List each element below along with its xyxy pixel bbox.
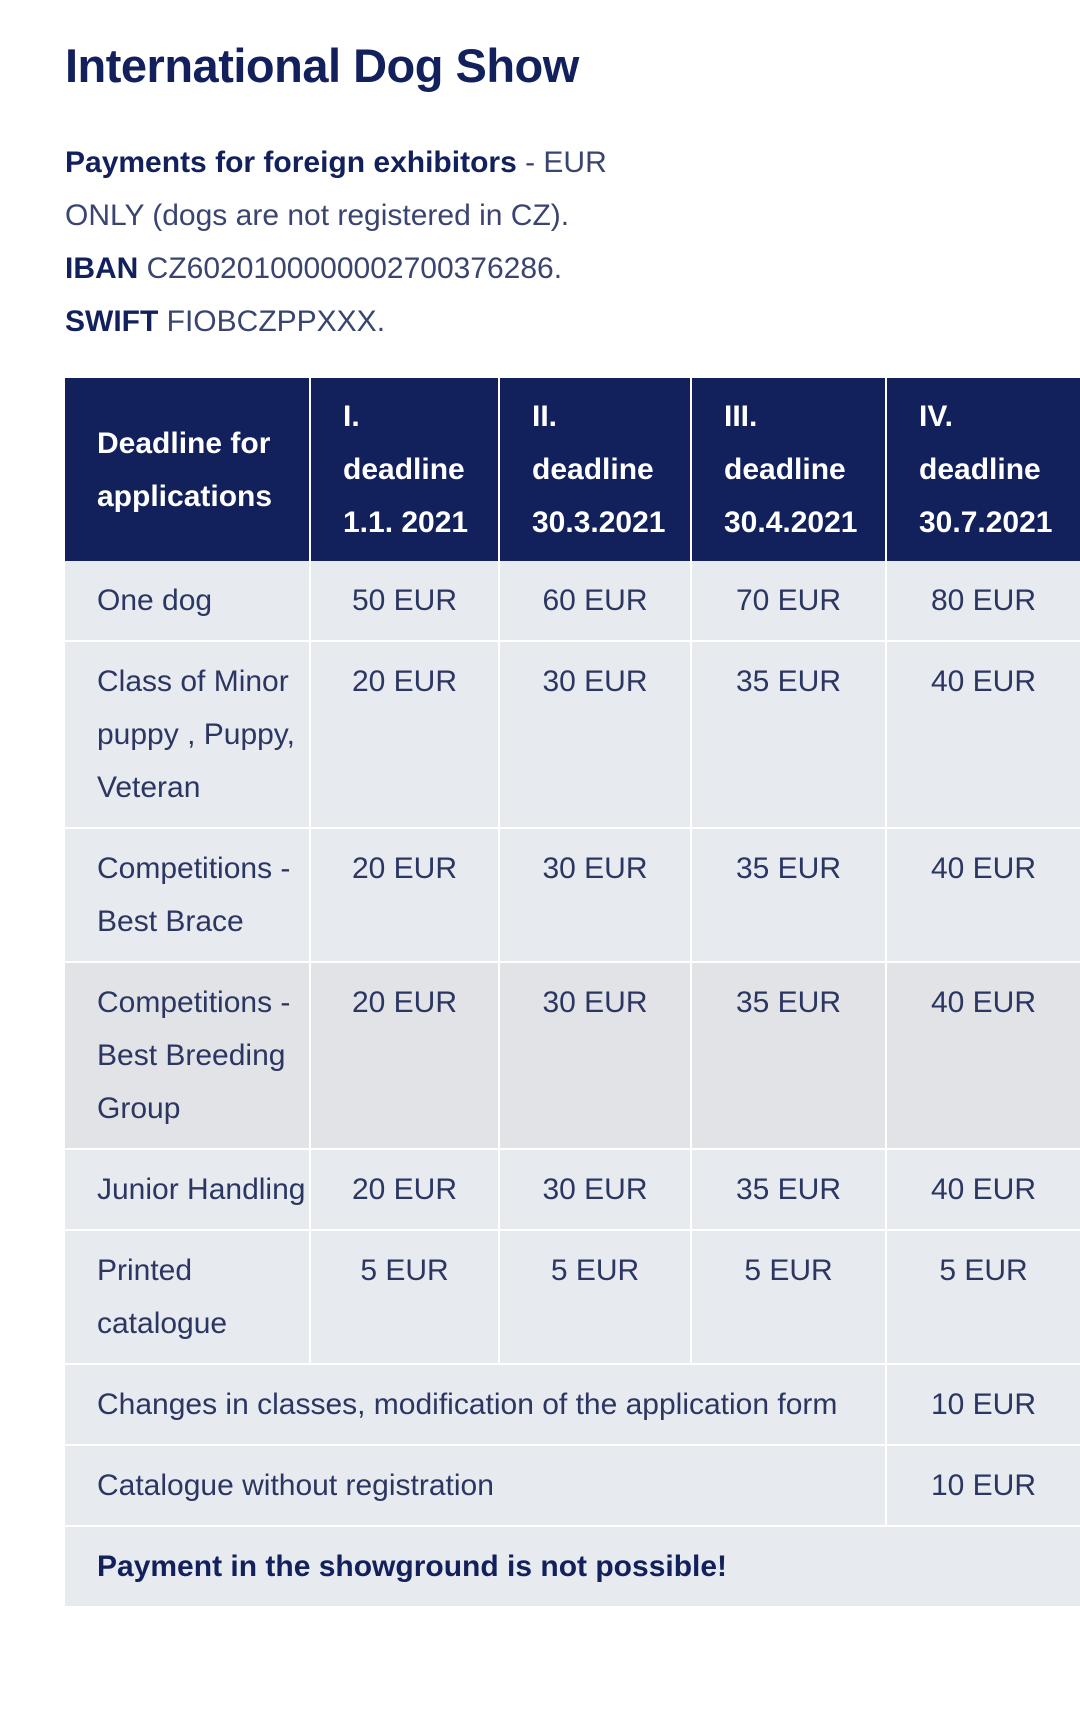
header-num: I. [343, 400, 360, 433]
header-word: deadline [919, 453, 1041, 486]
table-row [65, 641, 1080, 828]
header-date: 1.1. 2021 [343, 506, 469, 539]
table-row [65, 1230, 1080, 1364]
table-row [65, 1149, 1080, 1230]
row-label: Competitions - Best Brace [65, 828, 310, 962]
price-cell: 20 EUR [310, 828, 499, 962]
row-label: Catalogue without registration [65, 1445, 886, 1526]
header-num: III. [724, 400, 758, 433]
price-cell: 40 EUR [886, 641, 1080, 828]
price-cell: 5 EUR [691, 1230, 886, 1364]
table-row [65, 1445, 1080, 1526]
header-num: II. [532, 400, 558, 433]
row-label: Competitions - Best Breeding Group [65, 962, 310, 1149]
header-date: 30.7.2021 [919, 506, 1053, 539]
price-cell: 5 EUR [886, 1230, 1080, 1364]
table-note-row [65, 1526, 1080, 1607]
header-word: deadline [532, 453, 654, 486]
header-deadline-label: Deadline for applications [65, 378, 310, 561]
header-deadline-1 [310, 378, 499, 561]
header-deadline-4 [886, 378, 1080, 561]
price-cell: 10 EUR [886, 1364, 1080, 1445]
swift-label: SWIFT [65, 305, 159, 338]
price-cell: 35 EUR [691, 962, 886, 1149]
price-cell: 80 EUR [886, 561, 1080, 641]
price-cell: 35 EUR [691, 641, 886, 828]
row-label: Changes in classes, modification of the application form [65, 1364, 886, 1445]
price-cell: 60 EUR [499, 561, 691, 641]
header-deadline-3 [691, 378, 886, 561]
iban-label: IBAN [65, 252, 139, 285]
price-cell: 30 EUR [499, 962, 691, 1149]
header-deadline-2 [499, 378, 691, 561]
price-cell: 30 EUR [499, 641, 691, 828]
payment-note: Payment in the showground is not possible! [65, 1526, 1080, 1607]
table-row [65, 962, 1080, 1149]
price-cell: 30 EUR [499, 828, 691, 962]
price-cell: 20 EUR [310, 1149, 499, 1230]
header-date: 30.4.2021 [724, 506, 858, 539]
price-cell: 35 EUR [691, 1149, 886, 1230]
page-title: International Dog Show [65, 39, 579, 92]
payment-currency-note: - EUR ONLY (dogs are not registered in CZ). [65, 146, 607, 232]
price-cell: 70 EUR [691, 561, 886, 641]
header-word: deadline [343, 453, 465, 486]
row-label: One dog [65, 561, 310, 641]
table-row [65, 1364, 1080, 1445]
table-header-row [65, 378, 1080, 561]
price-cell: 20 EUR [310, 962, 499, 1149]
table-row [65, 828, 1080, 962]
price-cell: 10 EUR [886, 1445, 1080, 1526]
price-cell: 5 EUR [310, 1230, 499, 1364]
payment-heading: Payments for foreign exhibitors [65, 146, 517, 179]
row-label: Junior Handling [65, 1149, 310, 1230]
price-cell: 35 EUR [691, 828, 886, 962]
row-label: Printed catalogue [65, 1230, 310, 1364]
header-word: deadline [724, 453, 846, 486]
payment-info [65, 136, 625, 348]
header-num: IV. [919, 400, 953, 433]
price-cell: 30 EUR [499, 1149, 691, 1230]
header-date: 30.3.2021 [532, 506, 666, 539]
price-cell: 40 EUR [886, 962, 1080, 1149]
iban-value: CZ6020100000002700376286. [138, 252, 563, 285]
price-cell: 50 EUR [310, 561, 499, 641]
table-row [65, 561, 1080, 641]
price-cell: 40 EUR [886, 828, 1080, 962]
price-cell: 5 EUR [499, 1230, 691, 1364]
price-cell: 20 EUR [310, 641, 499, 828]
price-cell: 40 EUR [886, 1149, 1080, 1230]
row-label: Class of Minor puppy , Puppy, Veteran [65, 641, 310, 828]
price-table [65, 378, 1080, 1608]
swift-value: FIOBCZPPXXX. [158, 305, 386, 338]
